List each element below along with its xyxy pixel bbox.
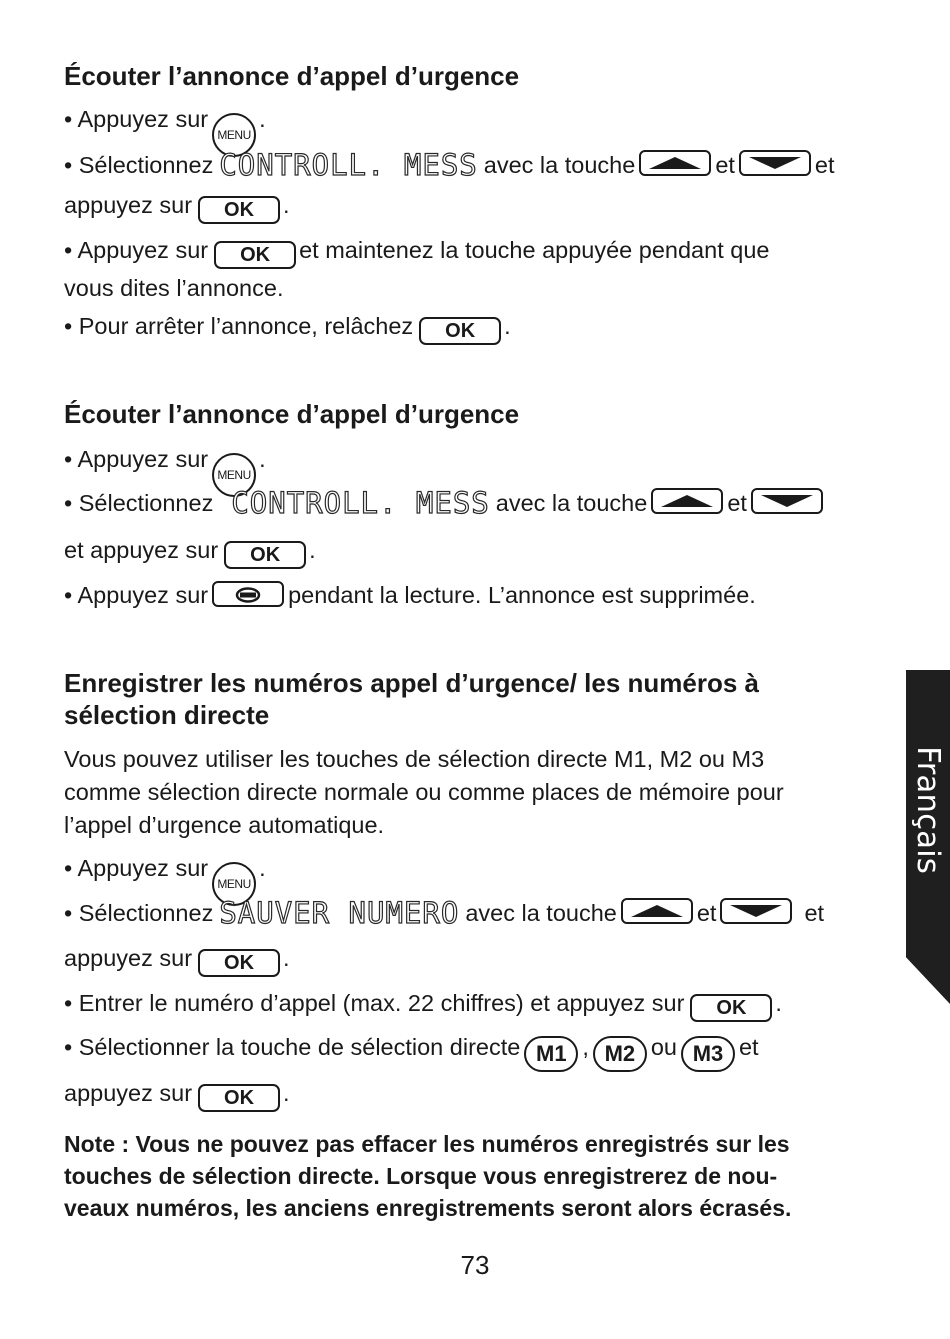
section-3-intro: Vous pouvez utiliser les touches de sélection directe M1, M2 ou M3 comme sélection directe normale ou comme places de mémoire pour l’appel d’urgence automatique. [64,746,784,838]
s3-line-select: • Sélectionnez SAUVER NUMERO avec la touche et et [64,896,825,930]
language-side-tab-label: Français [910,746,946,874]
up-arrow-key-icon [639,150,711,176]
page-number: 73 [460,1250,490,1280]
note-block: Note : Vous ne pouvez pas effacer les numéros enregistrés sur les touches de sélection directe. Lorsque vous enregistrerez de nou- veaux numéros, les anciens enregistrements seront alors écrasés. [64,1131,792,1221]
section-3-title-line-1: Enregistrer les numéros appel d’urgence/ les numéros à [64,668,760,698]
s2-line-select: • Sélectionnez CONTROLL. MESS avec la touche et [64,488,827,518]
s1-line-say: vous dites l’annonce. [64,275,284,301]
ok-key-icon: OK [224,541,306,569]
s3-line-press-menu: • Appuyez surMENU. [64,853,266,906]
lcd-display-text: CONTROLL. MESS [231,486,490,520]
s1-line-hold-ok: • Appuyez sur OK et maintenez la touche appuyée pendant que [64,235,769,269]
m3-key-icon: M3 [681,1036,735,1072]
section-2-title: Écouter l’annonce d’appel d’urgence [64,399,520,429]
ok-key-icon: OK [419,317,501,345]
ok-key-icon: OK [198,196,280,224]
ok-key-icon: OK [214,241,296,269]
s3-line-select-memory: • Sélectionner la touche de sélection directe M1 , M2 ou M3 et [64,1032,759,1072]
ok-key-icon: OK [198,1084,280,1112]
lcd-display-text: CONTROLL. MESS [219,148,478,182]
section-1-title: Écouter l’annonce d’appel d’urgence [64,61,520,91]
s1-line-press-ok: appuyez sur OK . [64,190,290,224]
m2-key-icon: M2 [593,1036,647,1072]
s2-line-press-ok: et appuyez sur OK . [64,535,316,569]
s1-line-press-menu: • Appuyez surMENU. [64,104,266,157]
ok-key-icon: OK [198,949,280,977]
down-arrow-key-icon [720,898,792,924]
up-arrow-key-icon [621,898,693,924]
down-arrow-key-icon [739,150,811,176]
s3-line-press-ok: appuyez sur OK . [64,943,290,977]
s1-line-select: • Sélectionnez CONTROLL. MESS avec la touche et et [64,148,835,182]
s2-line-press-menu: • Appuyez surMENU. [64,444,266,497]
s3-line-press-ok-final: appuyez sur OK . [64,1078,290,1112]
s1-line-release: • Pour arrêter l’annonce, relâchez OK . [64,311,511,345]
menu-key-icon: MENU [212,113,256,157]
s3-line-enter-number: • Entrer le numéro d’appel (max. 22 chiffres) et appuyez sur OK . [64,988,782,1022]
s2-line-press-delete: • Appuyez sur pendant la lecture. L’annonce est supprimée. [64,582,756,608]
menu-key-icon: MENU [212,862,256,906]
ok-key-icon: OK [690,994,772,1022]
section-3-title-line-2: sélection directe [64,700,270,730]
lcd-display-text: SAUVER NUMERO [219,896,460,930]
up-arrow-key-icon [651,488,723,514]
down-arrow-key-icon [751,488,823,514]
m1-key-icon: M1 [524,1036,578,1072]
menu-key-icon: MENU [212,453,256,497]
delete-key-icon [212,581,284,607]
